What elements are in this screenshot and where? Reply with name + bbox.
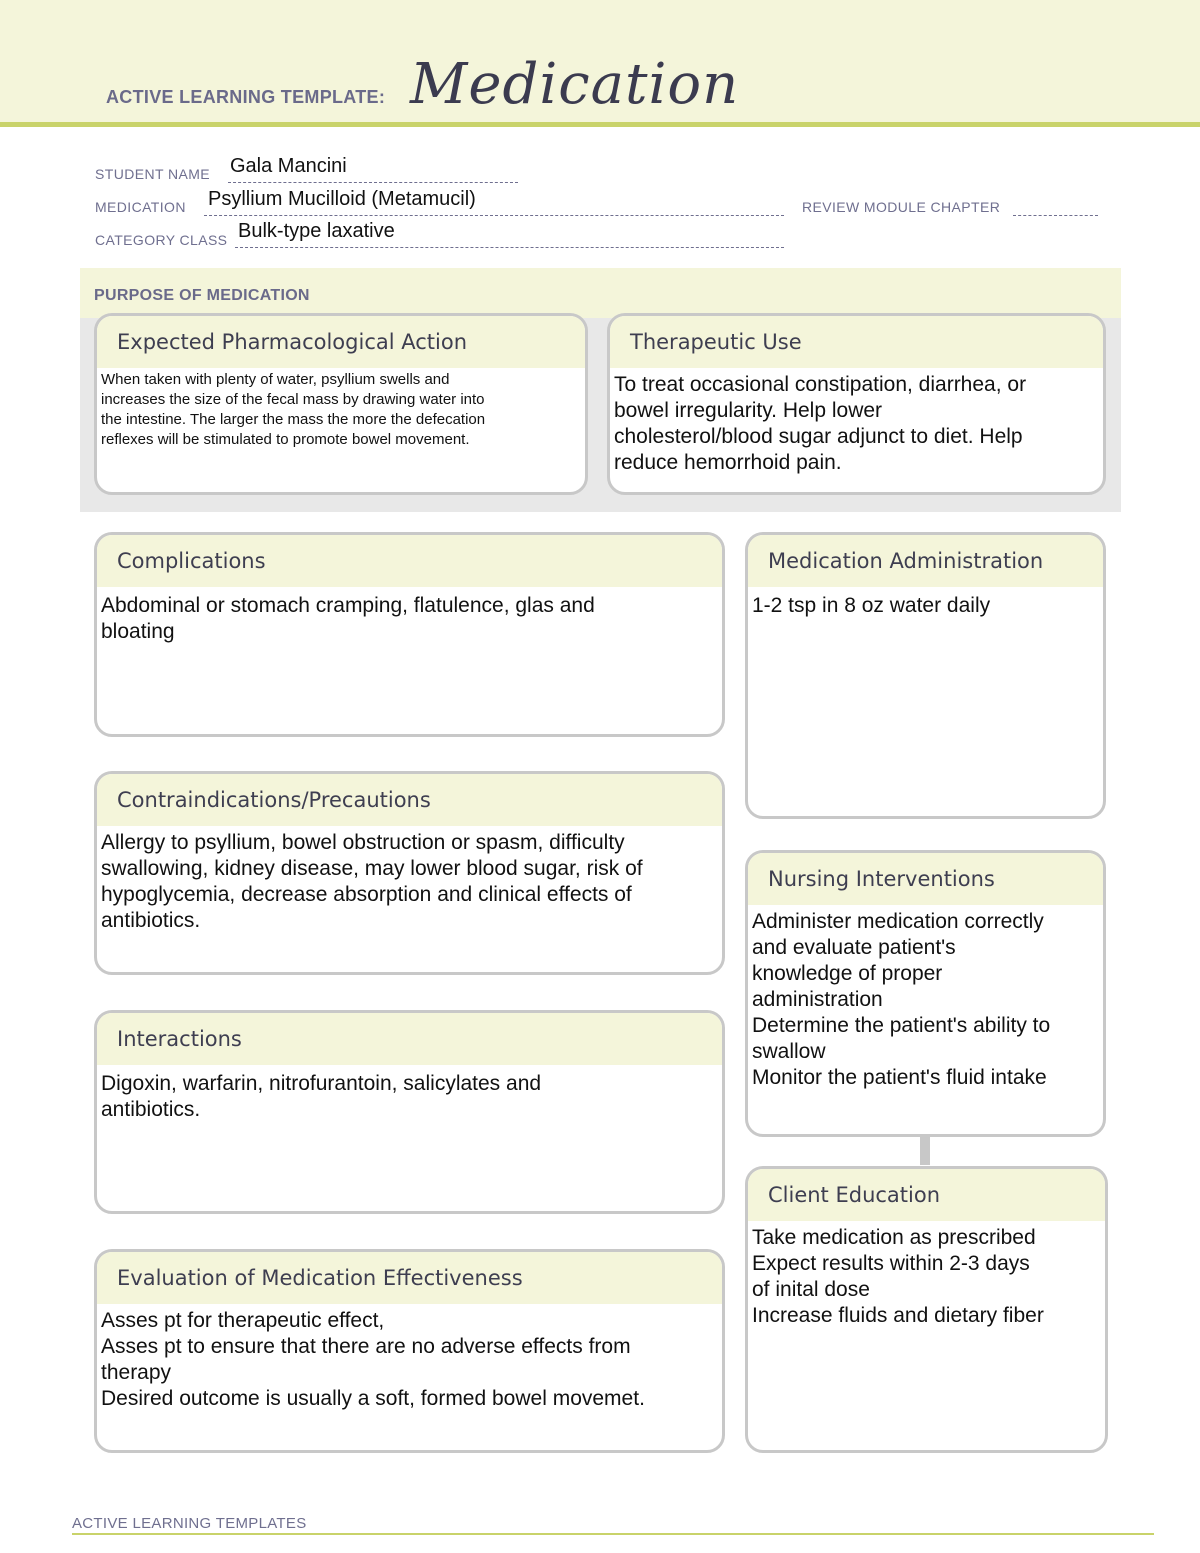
medication-label: MEDICATION [95, 199, 186, 215]
page-title: Medication [410, 52, 740, 117]
client-education-text[interactable]: Take medication as prescribed Expect results within 2-3 days of inital dose Increase fluids and dietary fiber [752, 1226, 1044, 1327]
medication-field[interactable]: Psyllium Mucilloid (Metamucil) [208, 188, 476, 210]
interactions-text[interactable]: Digoxin, warfarin, nitrofurantoin, salicylates and antibiotics. [101, 1072, 542, 1121]
evaluation-text[interactable]: Asses pt for therapeutic effect, Asses pt to ensure that there are no adverse effects from therapy Desired outcome is usually a soft, formed bowel movemet. [101, 1309, 645, 1410]
complications-text[interactable]: Abdominal or stomach cramping, flatulence, glas and bloating [101, 594, 595, 643]
administration-box [745, 532, 1106, 819]
client-education-title: Client Education [748, 1169, 1105, 1221]
student-name-label: STUDENT NAME [95, 166, 210, 182]
expected-action-title: Expected Pharmacological Action [97, 316, 585, 368]
therapeutic-use-box [607, 313, 1106, 495]
contraindications-box [94, 771, 725, 975]
category-label: CATEGORY CLASS [95, 232, 228, 248]
therapeutic-use-title: Therapeutic Use [610, 316, 1103, 368]
student-name-line [228, 182, 518, 183]
client-education-box [745, 1166, 1108, 1453]
administration-text[interactable]: 1-2 tsp in 8 oz water daily [752, 594, 991, 617]
nursing-interventions-text[interactable]: Administer medication correctly and evaluate patient's knowledge of proper administration Determine the patient's ability to swallow Monitor the patient's fluid intake [752, 910, 1051, 1089]
category-field[interactable]: Bulk-type laxative [238, 220, 395, 242]
nursing-interventions-title: Nursing Interventions [748, 853, 1103, 905]
review-module-line [1013, 215, 1098, 216]
nursing-interventions-box [745, 850, 1106, 1137]
interactions-title: Interactions [97, 1013, 722, 1065]
contraindications-title: Contraindications/Precautions [97, 774, 722, 826]
purpose-label: PURPOSE OF MEDICATION [94, 287, 310, 304]
header-rule [0, 122, 1200, 127]
complications-box [94, 532, 725, 737]
student-name-field[interactable]: Gala Mancini [230, 155, 347, 177]
therapeutic-use-text[interactable]: To treat occasional constipation, diarrhea, or bowel irregularity. Help lower cholesterol/blood sugar adjunct to diet. Help reduce hemorrhoid pain. [614, 373, 1027, 474]
complications-title: Complications [97, 535, 722, 587]
expected-action-box [94, 313, 588, 495]
interactions-box [94, 1010, 725, 1214]
evaluation-title: Evaluation of Medication Effectiveness [97, 1252, 722, 1304]
evaluation-box [94, 1249, 725, 1453]
footer-rule [72, 1533, 1154, 1535]
category-line [235, 247, 784, 248]
administration-title: Medication Administration [748, 535, 1103, 587]
box-connector [920, 1135, 930, 1165]
contraindications-text[interactable]: Allergy to psyllium, bowel obstruction or spasm, difficulty swallowing, kidney disease, may lower blood sugar, risk of hypoglycemia, decrease absorption and clinical effects of antibiotics. [101, 831, 643, 932]
expected-action-text[interactable]: When taken with plenty of water, psyllium swells and increases the size of the fecal mass by drawing water into the intestine. The larger the mass the more the defecation reflexes will be stimulated to promote bowel movement. [101, 371, 486, 448]
template-label: ACTIVE LEARNING TEMPLATE: [106, 87, 386, 107]
medication-line [204, 215, 784, 216]
review-module-label: REVIEW MODULE CHAPTER [802, 199, 1001, 215]
footer-label: ACTIVE LEARNING TEMPLATES [72, 1515, 307, 1532]
